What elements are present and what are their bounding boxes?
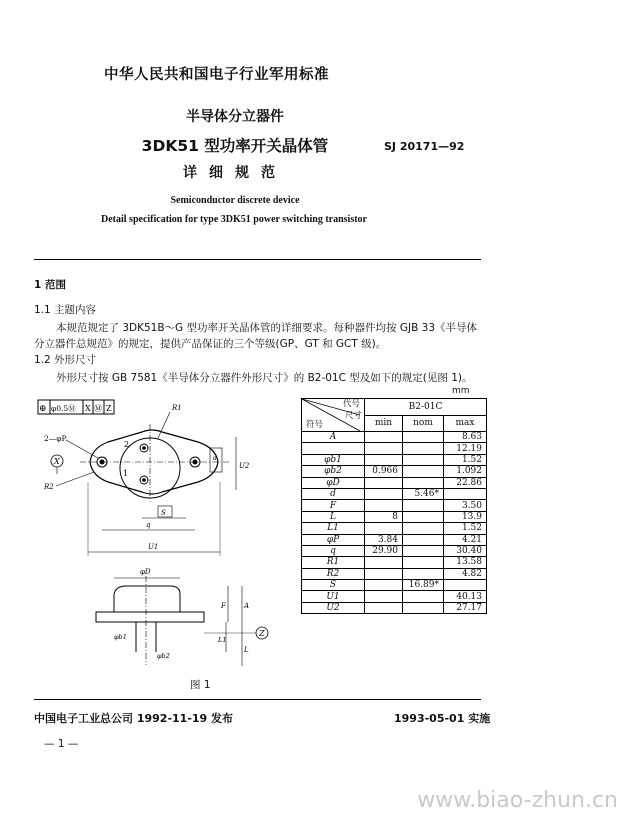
cell-min: 8: [365, 511, 403, 522]
pin-2-label: 2: [124, 440, 130, 449]
table-row: [302, 580, 487, 591]
pin-1-label: 1: [123, 469, 129, 478]
cell-min: 0.966: [365, 466, 403, 477]
section-1-2-paragraph: 外形尺寸按 GB 7581《半导体分立器件外形尺寸》的 B2-01C 型及如下的规定(见图 1)。: [56, 372, 473, 384]
col-max: max: [444, 415, 487, 432]
cell-sym: φb1: [302, 454, 365, 465]
figure-caption: 图 1: [190, 679, 211, 691]
r1-label: R1: [172, 404, 182, 412]
cell-sym: U1: [302, 591, 365, 602]
position-tolerance-frame: [38, 400, 114, 414]
cell-min: [365, 500, 403, 511]
table-row: [302, 443, 487, 454]
cell-nom: [403, 545, 444, 556]
corner-dim: 尺寸: [344, 411, 362, 421]
u1-label: U1: [148, 543, 159, 551]
cell-max: [444, 488, 487, 499]
cell-min: 3.84: [365, 534, 403, 545]
cell-nom: [403, 523, 444, 534]
section-1-2-heading: 1.2 外形尺寸: [34, 354, 97, 366]
cell-sym: φP: [302, 534, 365, 545]
top-view: [43, 404, 250, 556]
section-1-1-heading: 1.1 主题内容: [34, 304, 97, 316]
table-row: [302, 466, 487, 477]
cell-nom: 5.46*: [403, 488, 444, 499]
cell-nom: [403, 602, 444, 613]
header-divider: [34, 259, 481, 260]
table-row: [302, 477, 487, 488]
figure-1-svg: [30, 390, 300, 690]
cell-max: 1.092: [444, 466, 487, 477]
r2-label: R2: [44, 483, 54, 491]
cell-max: 4.21: [444, 534, 487, 545]
cell-sym: F: [302, 500, 365, 511]
table-row: [302, 454, 487, 465]
table-row: [302, 500, 487, 511]
cell-max: 27.17: [444, 602, 487, 613]
cell-min: [365, 477, 403, 488]
section-1-1-paragraph-line-2: 分立器件总规范》的规定，提供产品保证的三个等级(GP、GT 和 GCT 级)。: [34, 338, 387, 350]
datum-z-label: Z: [259, 629, 265, 638]
cell-max: 30.40: [444, 545, 487, 556]
cell-sym: d: [302, 488, 365, 499]
d-label: d: [213, 455, 217, 462]
cell-nom: [403, 477, 444, 488]
frame-datum-z: Z: [106, 404, 112, 413]
table-row: [302, 568, 487, 579]
cell-max: 4.82: [444, 568, 487, 579]
cell-sym: q: [302, 545, 365, 556]
cell-min: [365, 591, 403, 602]
section-1-1-paragraph-line-1: 本规范规定了 3DK51B～G 型功率开关晶体管的详细要求。每种器件均按 GJB 33《半导体: [56, 322, 477, 334]
cell-nom: [403, 557, 444, 568]
section-1-heading: 1 范围: [34, 279, 66, 291]
cell-min: [365, 557, 403, 568]
cell-sym: φD: [302, 477, 365, 488]
cell-min: [365, 443, 403, 454]
cell-sym: L: [302, 511, 365, 522]
cell-min: [365, 580, 403, 591]
cell-min: 29.90: [365, 545, 403, 556]
effective-date: 1993-05-01 实施: [394, 712, 491, 725]
cell-sym: φb2: [302, 466, 365, 477]
frame-datum-x: X: [85, 404, 91, 413]
s-label: S: [161, 509, 166, 517]
cell-max: 22.86: [444, 477, 487, 488]
title-cn-line-2: 3DK51 型功率开关晶体管: [141, 137, 329, 155]
site-watermark: www.biao-zhun.cn: [417, 788, 618, 813]
col-min: min: [365, 415, 403, 432]
cell-nom: 16.89*: [403, 580, 444, 591]
q-label: q: [146, 521, 151, 529]
table-row: [302, 545, 487, 556]
title-en-line-1: Semiconductor discrete device: [170, 195, 300, 206]
cell-nom: [403, 500, 444, 511]
cell-min: [365, 488, 403, 499]
frame-tolerance-value: φ0.5Ⓜ: [51, 404, 76, 413]
cell-nom: [403, 454, 444, 465]
table-row: [302, 511, 487, 522]
figure-1-outline-drawing: [30, 390, 300, 690]
l1-label: L1: [218, 636, 227, 644]
phib1-label: φb1: [114, 633, 127, 641]
a-label: A: [244, 602, 250, 610]
cell-nom: [403, 534, 444, 545]
cell-sym: U2: [302, 602, 365, 613]
phib2-label: φb2: [157, 652, 170, 660]
two-phiP-label: 2—φP: [44, 434, 67, 443]
table-row: [302, 591, 487, 602]
frame-mmc-symbol: Ⓜ: [94, 404, 102, 413]
cell-max: 1.52: [444, 454, 487, 465]
dimension-table: [301, 398, 487, 614]
table-unit: mm: [452, 386, 470, 396]
datum-x-label: X: [54, 457, 60, 466]
f-label: F: [221, 602, 226, 610]
table-row: [302, 523, 487, 534]
cell-nom: [403, 591, 444, 602]
cell-min: [365, 568, 403, 579]
cell-min: [365, 523, 403, 534]
cell-sym: R2: [302, 568, 365, 579]
corner-symbol: 符号: [306, 420, 324, 430]
cell-min: [365, 454, 403, 465]
corner-code: 代号: [342, 399, 360, 409]
table-row: [302, 557, 487, 568]
cell-sym: R1: [302, 557, 365, 568]
side-view: [96, 568, 268, 666]
page-number: — 1 —: [44, 738, 79, 750]
cell-max: 12.19: [444, 443, 487, 454]
cell-nom: [403, 432, 444, 443]
title-cn-line-3: 详细规范: [183, 165, 287, 181]
cell-nom: [403, 511, 444, 522]
footer-divider: [34, 699, 481, 700]
cell-sym: L1: [302, 523, 365, 534]
cell-max: 13.9: [444, 511, 487, 522]
title-cn-line-1: 半导体分立器件: [186, 109, 284, 125]
title-en-line-2: Detail specification for type 3DK51 power switching transistor: [101, 214, 367, 225]
table-row: [302, 488, 487, 499]
cell-nom: [403, 568, 444, 579]
cell-nom: [403, 466, 444, 477]
cell-sym: S: [302, 580, 365, 591]
standard-number: SJ 20171—92: [384, 140, 465, 153]
issuing-standard-org: 中华人民共和国电子行业军用标准: [104, 67, 329, 83]
cell-sym: [302, 443, 365, 454]
cell-max: 40.13: [444, 591, 487, 602]
col-nom: nom: [403, 415, 444, 432]
table-row: [302, 602, 487, 613]
cell-max: [444, 580, 487, 591]
cell-min: [365, 602, 403, 613]
frame-position-symbol: ⊕: [39, 404, 47, 414]
table-row: [302, 432, 487, 443]
cell-sym: A: [302, 432, 365, 443]
u2-label: U2: [239, 462, 250, 470]
cell-max: 3.50: [444, 500, 487, 511]
cell-max: 13.58: [444, 557, 487, 568]
cell-min: [365, 432, 403, 443]
table-corner-header: [302, 399, 365, 432]
cell-nom: [403, 443, 444, 454]
table-type-header: B2-01C: [365, 399, 487, 416]
cell-max: 8.63: [444, 432, 487, 443]
table-row: [302, 534, 487, 545]
publish-info: 中国电子工业总公司 1992-11-19 发布: [34, 712, 234, 725]
cell-max: 1.52: [444, 523, 487, 534]
l-label: L: [244, 646, 249, 654]
phiD-label: φD: [140, 568, 151, 576]
